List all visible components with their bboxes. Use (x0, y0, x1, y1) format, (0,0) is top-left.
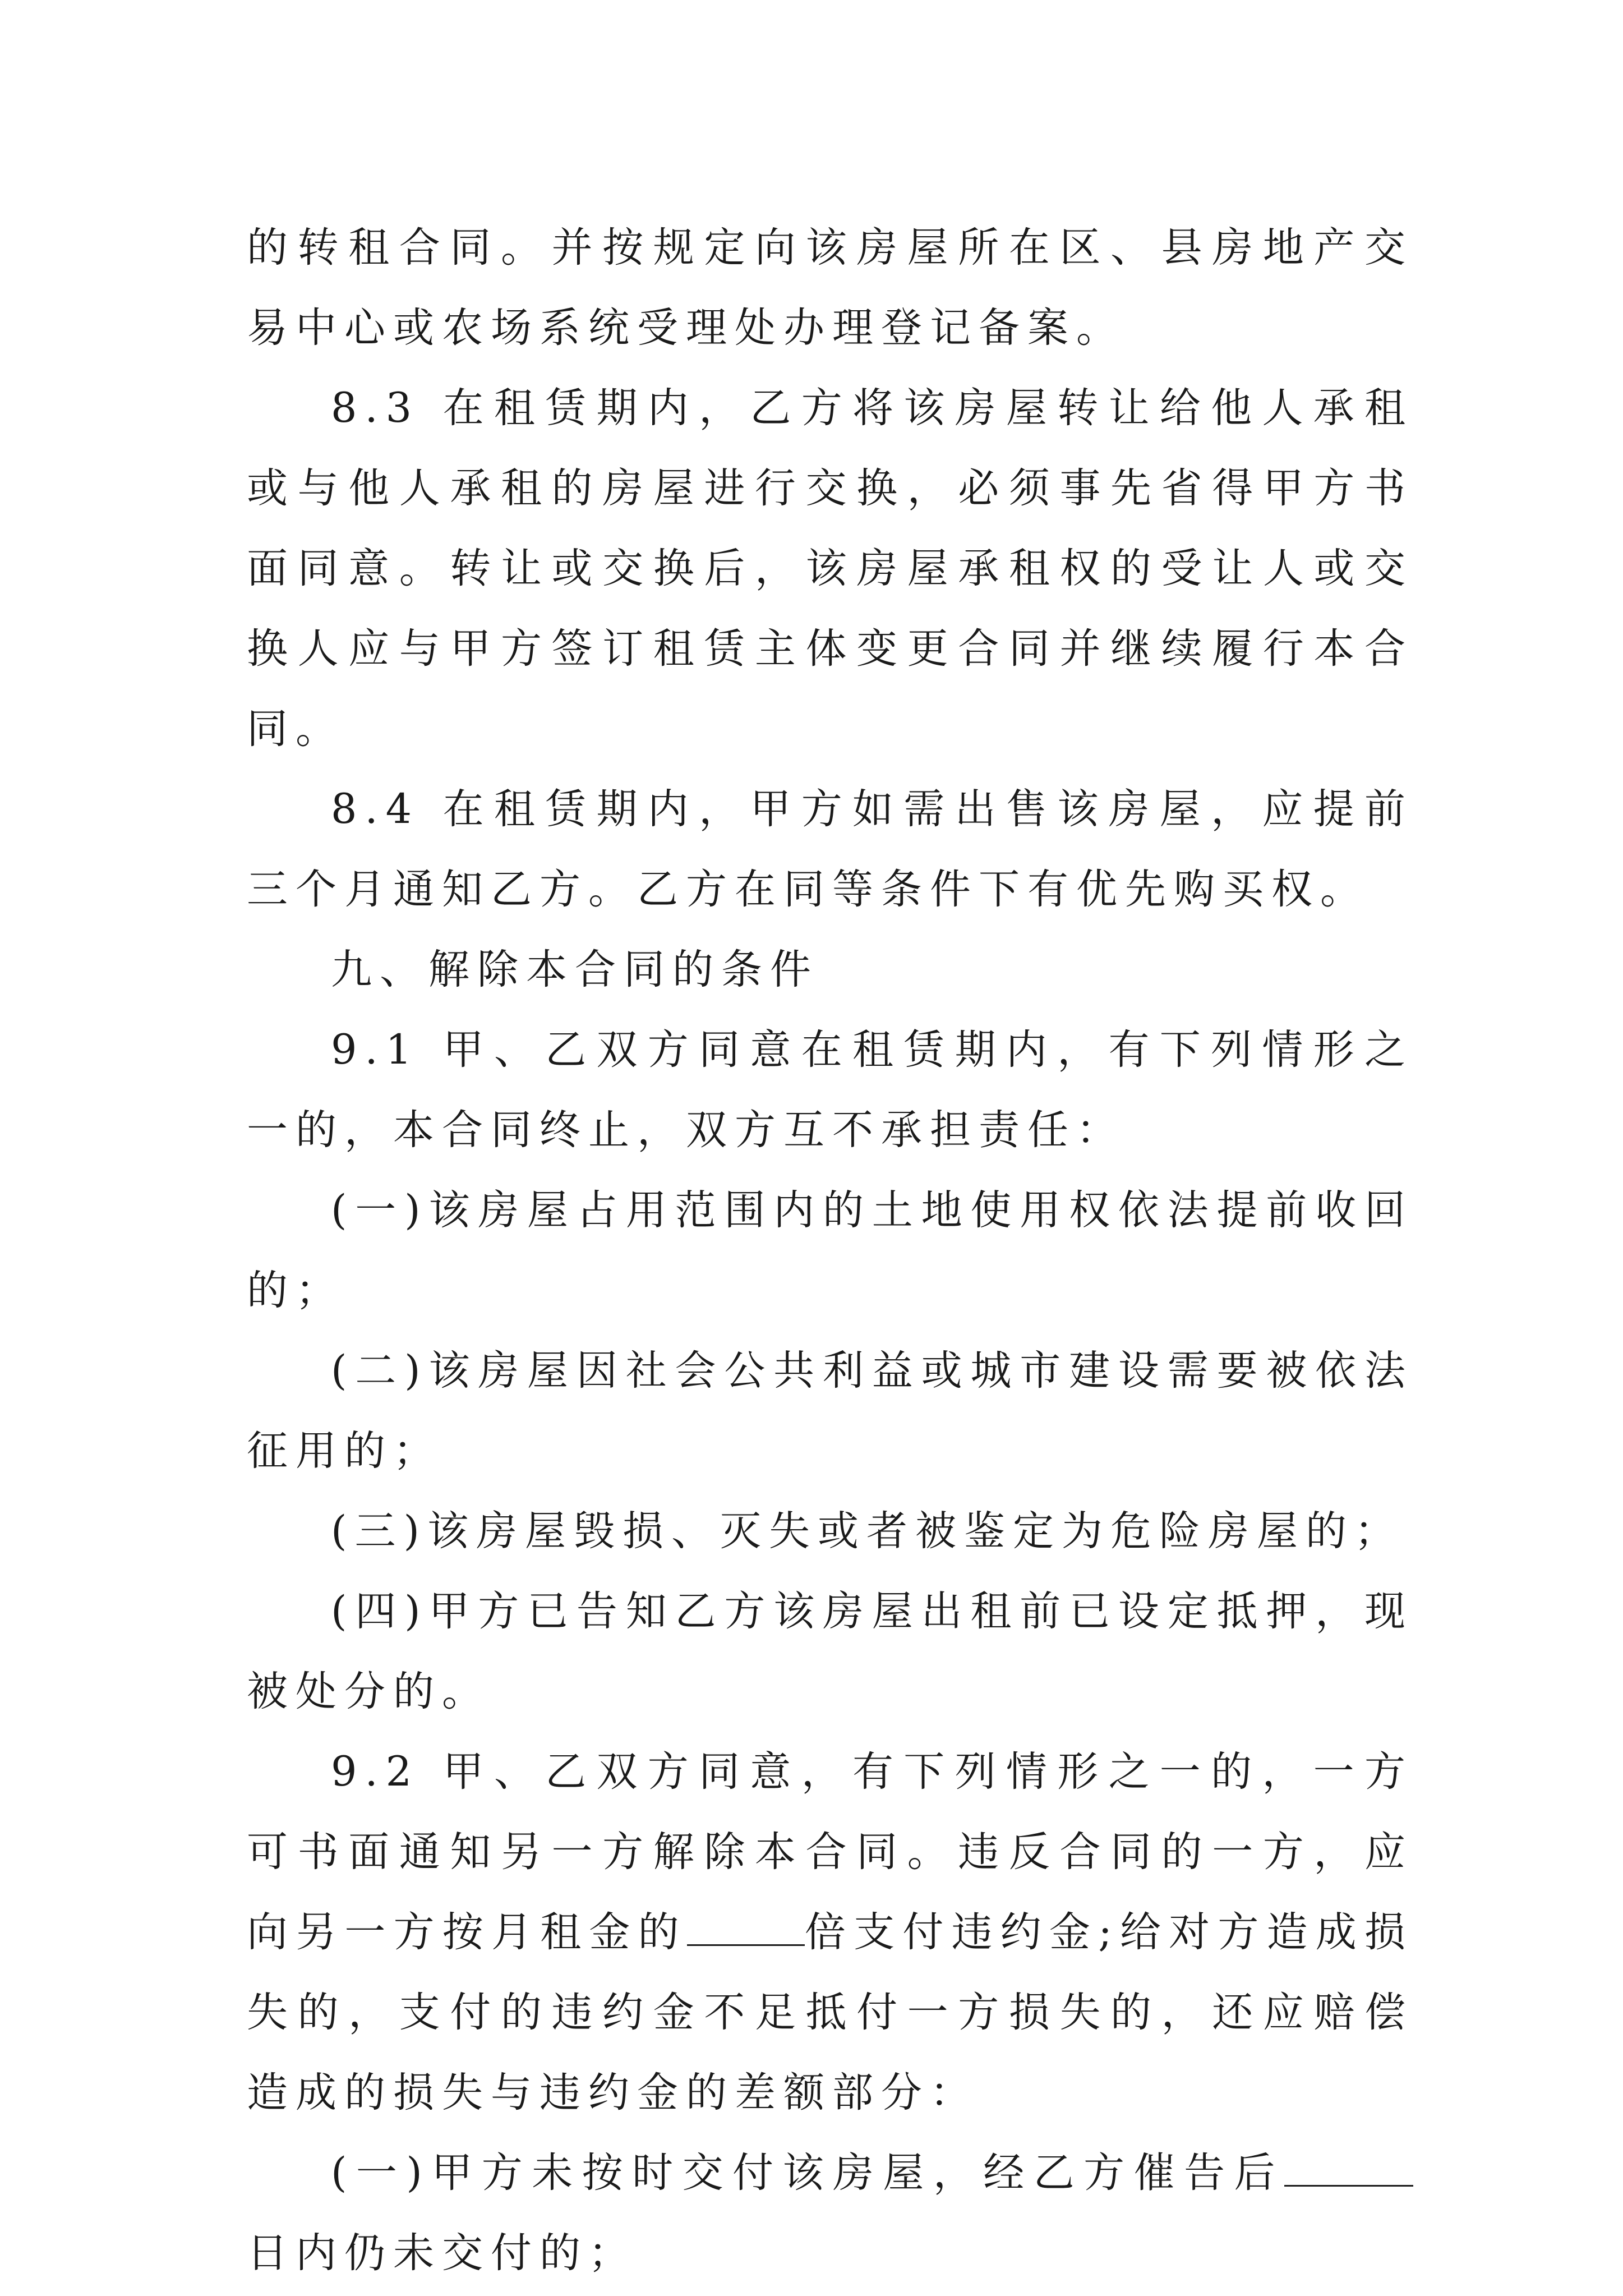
paragraph-clause-8-3: 8.3 在租赁期内，乙方将该房屋转让给他人承租或与他人承租的房屋进行交换，必须事先省得甲方书面同意。转让或交换后，该房屋承租权的受让人或交换人应与甲方签订租赁主体变更合同并继续履行本合同。 (247, 384, 1413, 753)
list-item-9-1-c: (三)该房屋毁损、灭失或者被鉴定为危险房屋的； (331, 1507, 1403, 1555)
list-item-9-1-a: (一)该房屋占用范围内的土地使用权依法提前收回的； (247, 1186, 1413, 1314)
item-9-2-a-text-before-blank: (一)甲方未按时交付该房屋，经乙方催告后 (331, 2149, 1284, 2197)
list-item-9-2-a (247, 2133, 1413, 2293)
paragraph-clause-9-2 (247, 1732, 1413, 2133)
document-body (247, 208, 1413, 2293)
list-item-9-1-b: (二)该房屋因社会公共利益或城市建设需要被依法征用的； (247, 1347, 1413, 1475)
clause-9-2-text-after-blank: 倍支付违约金;给对方造成损失的，支付的违约金不足抵付一方损失的，还应赔偿造成的损失与违约金的差额部分： (247, 1908, 1413, 2116)
item-9-2-a-text-after-blank: 日内仍未交付的； (247, 2229, 637, 2277)
paragraph-sublease-registration: 的转租合同。并按规定向该房屋所在区、县房地产交易中心或农场系统受理处办理登记备案。 (247, 224, 1413, 352)
penalty-multiplier-blank (687, 1910, 805, 1946)
list-item-9-1-d: (四)甲方已告知乙方该房屋出租前已设定抵押，现被处分的。 (247, 1588, 1413, 1715)
clause-9-2-text-before-blank: 9.2 甲、乙双方同意，有下列情形之一的，一方可书面通知另一方解除本合同。违反合同的一方，应向另一方按月租金的 (247, 1748, 1413, 1956)
section-heading-termination-conditions: 九、解除本合同的条件 (331, 946, 819, 993)
paragraph-clause-8-4: 8.4 在租赁期内，甲方如需出售该房屋，应提前三个月通知乙方。乙方在同等条件下有优先购买权。 (247, 785, 1413, 913)
paragraph-clause-9-1: 9.1 甲、乙双方同意在租赁期内，有下列情形之一的，本合同终止，双方互不承担责任： (247, 1026, 1413, 1154)
days-after-notice-blank (1284, 2150, 1413, 2187)
